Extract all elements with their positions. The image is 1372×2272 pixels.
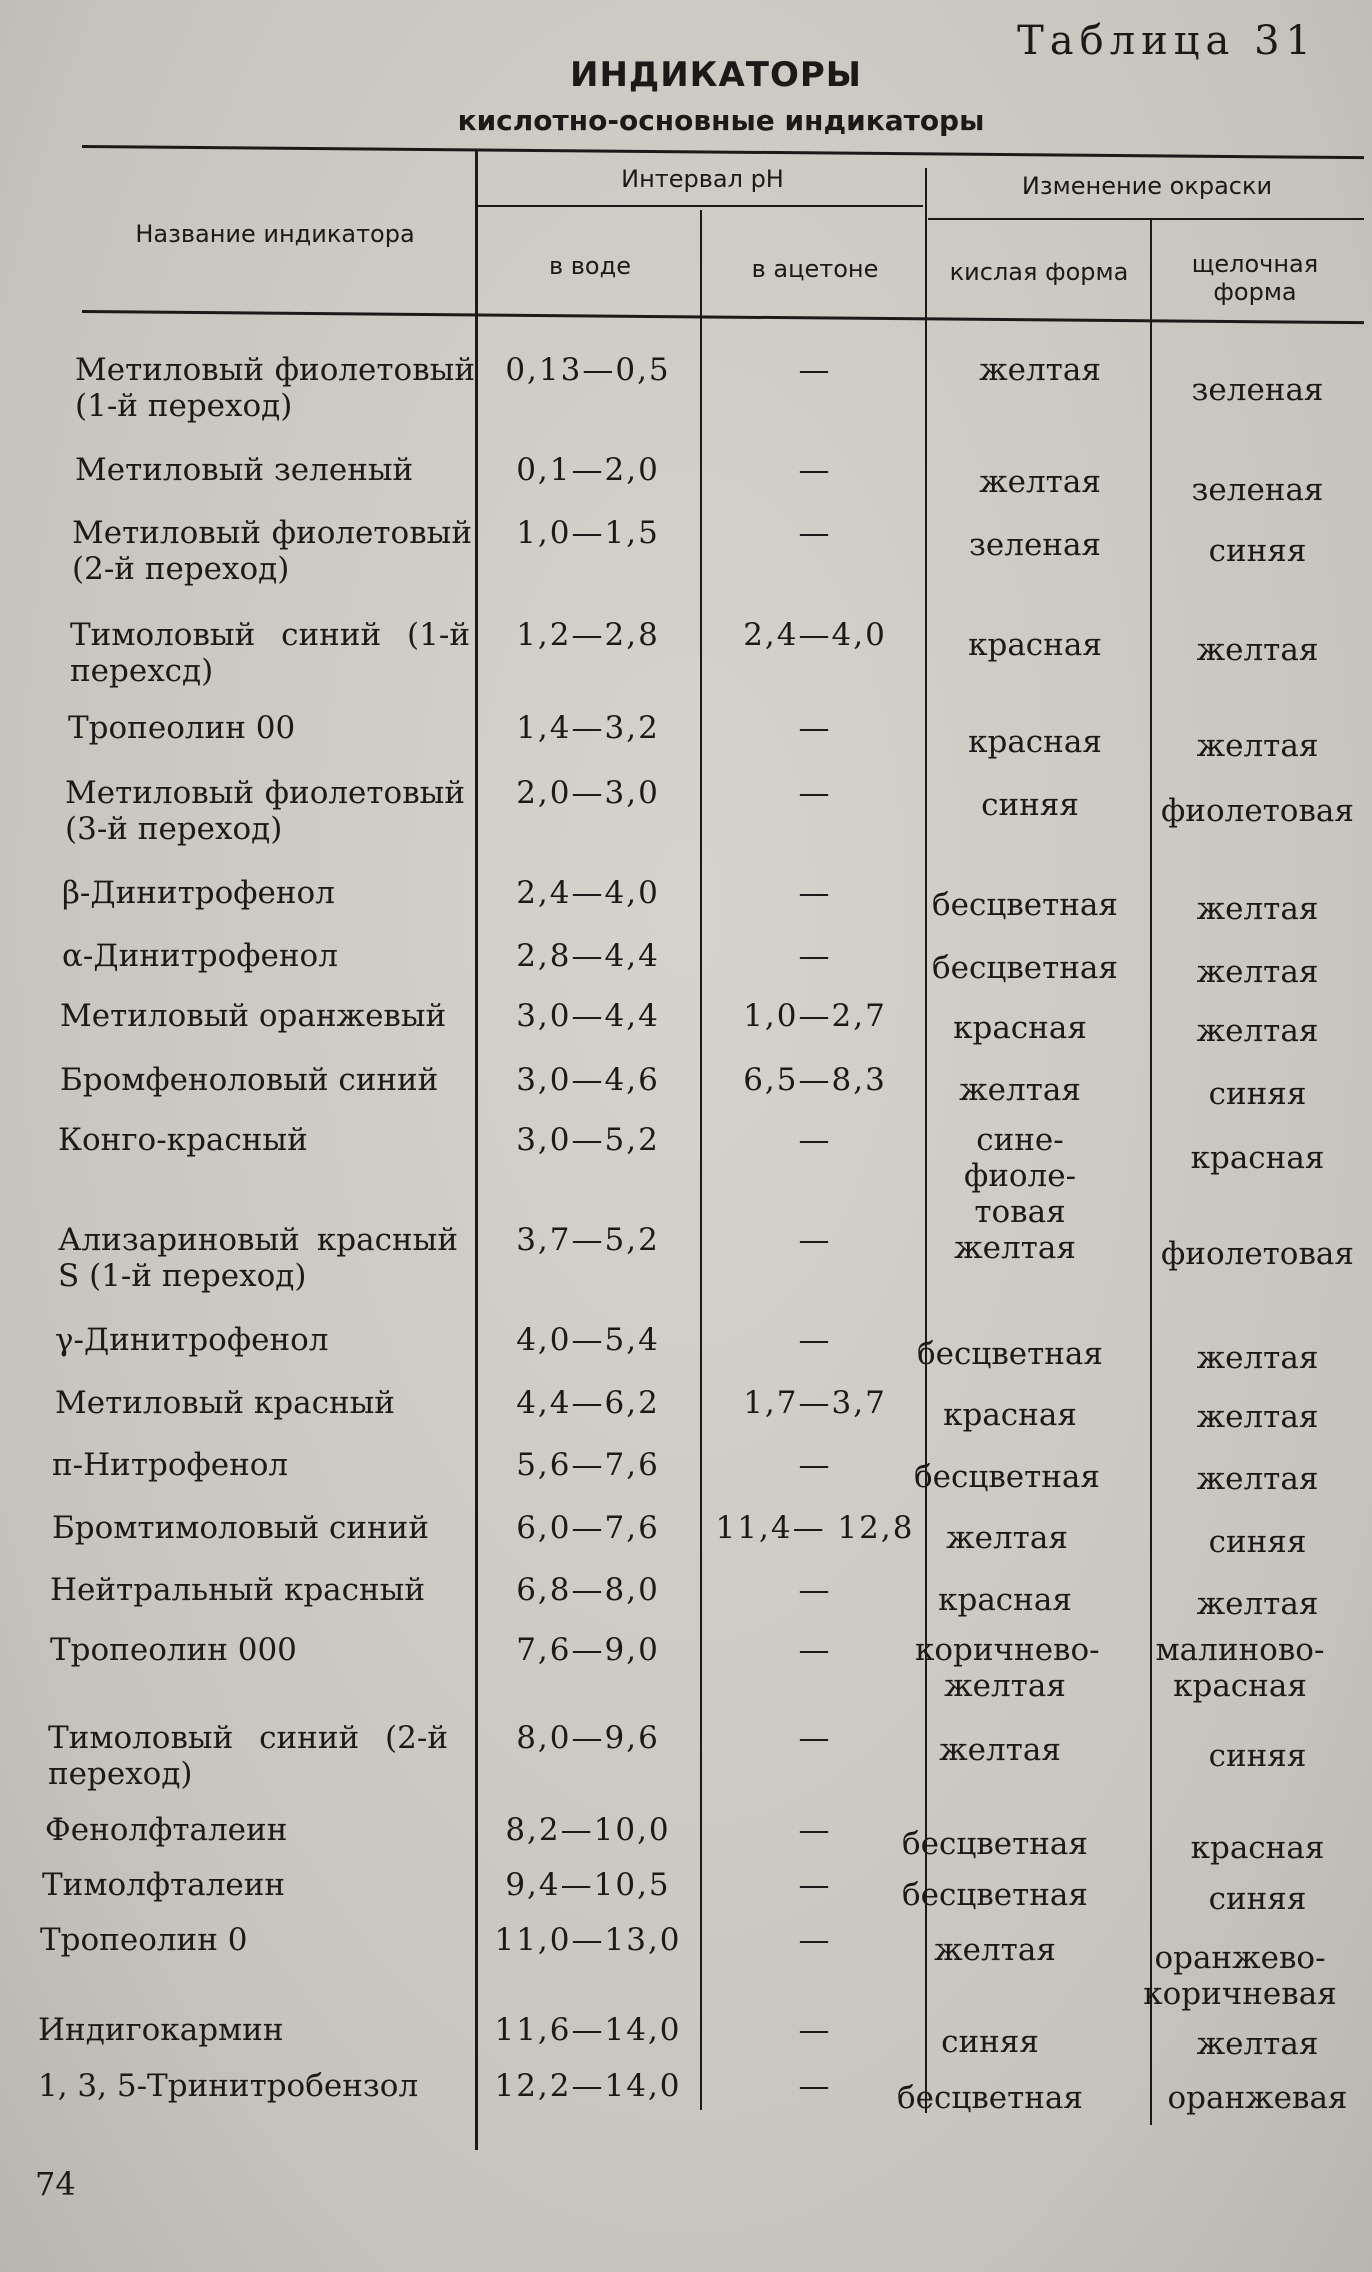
alkaline-color: синяя — [1208, 1738, 1307, 1774]
acid-color: синяя — [981, 787, 1079, 823]
indicator-name: Метиловый фиолетовый (2-й переход) — [72, 515, 472, 587]
header-in-water: в воде — [549, 252, 631, 280]
alkaline-color: оранжево-коричневая — [1143, 1940, 1337, 2012]
table-subtitle: кислотно-основные индикаторы — [457, 104, 985, 137]
header-bottom-rule — [82, 310, 1364, 324]
acid-color: красная — [953, 1010, 1087, 1046]
ph-water: 3,0—5,2 — [516, 1122, 660, 1158]
ph-acetone: 1,7—3,7 — [743, 1385, 887, 1421]
header-ph-interval: Интервал рН — [621, 165, 784, 193]
acid-color: красная — [968, 724, 1102, 760]
ph-acetone: — — [798, 452, 832, 488]
ph-water: 2,8—4,4 — [516, 938, 660, 974]
table-number: Таблица 31 — [1017, 18, 1317, 64]
ph-acetone: 11,4— 12,8 — [715, 1510, 915, 1546]
indicator-name: Ализариновый красный S (1-й переход) — [58, 1222, 458, 1294]
alkaline-color: красная — [1190, 1140, 1325, 1176]
ph-water: 5,6—7,6 — [516, 1447, 660, 1483]
acid-color: желтая — [979, 352, 1101, 388]
ph-acetone: — — [798, 1720, 832, 1756]
alkaline-color: желтая — [1196, 1340, 1319, 1376]
acid-color: бесцветная — [917, 1336, 1103, 1372]
indicator-name: Метиловый красный — [55, 1385, 395, 1421]
alkaline-color: желтая — [1196, 1586, 1319, 1622]
ph-acetone: — — [798, 1122, 832, 1158]
acid-color: желтая — [954, 1230, 1076, 1266]
ph-water: 6,8—8,0 — [516, 1572, 660, 1608]
header-color-change: Изменение окраски — [1021, 172, 1273, 200]
ph-water: 2,4—4,0 — [516, 875, 660, 911]
header-name: Название индикатора — [135, 220, 415, 248]
acid-color: синяя — [941, 2024, 1039, 2060]
acid-color: желтая — [946, 1520, 1068, 1556]
ph-acetone: — — [798, 1867, 832, 1903]
ph-water: 0,1—2,0 — [516, 452, 660, 488]
indicator-name: Нейтральный красный — [50, 1572, 425, 1608]
ph-acetone: — — [798, 775, 832, 811]
header-top-rule — [82, 145, 1364, 159]
indicator-name: Бромтимоловый синий — [52, 1510, 429, 1546]
indicator-name: Бромфеноловый синий — [60, 1062, 439, 1098]
indicator-name: Метиловый фиолетовый (1-й переход) — [75, 352, 475, 424]
header-acid-form: кислая форма — [949, 258, 1129, 286]
ph-acetone: — — [798, 2012, 832, 2048]
ph-water: 1,2—2,8 — [516, 617, 660, 653]
ph-acetone: — — [798, 1572, 832, 1608]
alkaline-color: оранжевая — [1167, 2080, 1348, 2116]
acid-color: желтая — [934, 1932, 1056, 1968]
ph-water: 11,0—13,0 — [494, 1922, 682, 1958]
acid-color: бесцветная — [932, 887, 1118, 923]
ph-water: 12,2—14,0 — [494, 2068, 682, 2104]
ph-acetone: — — [798, 875, 832, 911]
column-rule-2 — [700, 210, 702, 2110]
ph-water: 0,13—0,5 — [505, 352, 671, 388]
ph-acetone: — — [798, 1322, 832, 1358]
alkaline-color: желтая — [1196, 954, 1319, 990]
indicator-name: Тимоловый синий (1-й перехсд) — [70, 617, 470, 689]
alkaline-color: зеленая — [1191, 372, 1324, 408]
ph-acetone: — — [798, 2068, 832, 2104]
acid-color: коричнево-желтая — [915, 1632, 1100, 1704]
ph-acetone: — — [798, 1922, 832, 1958]
indicator-name: Конго-красный — [58, 1122, 308, 1158]
alkaline-color: синяя — [1208, 1076, 1307, 1112]
indicator-name: Метиловый фиолетовый (3-й переход) — [65, 775, 465, 847]
indicator-name: п-Нитрофенол — [52, 1447, 289, 1483]
alkaline-color: красная — [1190, 1830, 1325, 1866]
ph-acetone: — — [798, 1632, 832, 1668]
alkaline-color: желтая — [1196, 1399, 1319, 1435]
indicator-name: Фенолфталеин — [45, 1812, 288, 1848]
header-alkaline-form: щелочная форма — [1191, 250, 1319, 306]
acid-color: желтая — [979, 464, 1101, 500]
acid-color: бесцветная — [914, 1459, 1100, 1495]
acid-color: красная — [968, 627, 1102, 663]
ph-group-rule — [478, 205, 923, 207]
acid-color: желтая — [959, 1072, 1081, 1108]
acid-color: бесцветная — [932, 950, 1118, 986]
ph-acetone: — — [798, 352, 832, 388]
ph-water: 8,2—10,0 — [505, 1812, 671, 1848]
ph-acetone: 6,5—8,3 — [743, 1062, 887, 1098]
alkaline-color: зеленая — [1191, 472, 1324, 508]
alkaline-color: желтая — [1196, 2026, 1319, 2062]
ph-water: 3,0—4,4 — [516, 998, 660, 1034]
ph-water: 8,0—9,6 — [516, 1720, 660, 1756]
ph-water: 7,6—9,0 — [516, 1632, 660, 1668]
ph-acetone: — — [798, 1222, 832, 1258]
alkaline-color: малиново-красная — [1155, 1632, 1325, 1704]
alkaline-color: желтая — [1196, 1461, 1319, 1497]
ph-water: 4,4—6,2 — [516, 1385, 660, 1421]
ph-water: 3,7—5,2 — [516, 1222, 660, 1258]
indicator-name: Тимоловый синий (2-й переход) — [48, 1720, 448, 1792]
alkaline-color: желтая — [1196, 1013, 1319, 1049]
ph-acetone: — — [798, 710, 832, 746]
ph-acetone: — — [798, 515, 832, 551]
indicator-name: Метиловый зеленый — [75, 452, 414, 488]
acid-color: красная — [943, 1397, 1077, 1433]
acid-color: зеленая — [969, 527, 1101, 563]
color-group-rule — [928, 218, 1364, 220]
ph-water: 11,6—14,0 — [494, 2012, 682, 2048]
indicator-name: Индигокармин — [38, 2012, 284, 2048]
header-in-acetone: в ацетоне — [751, 255, 879, 283]
acid-color: желтая — [939, 1732, 1061, 1768]
alkaline-color: фиолетовая — [1161, 793, 1354, 829]
alkaline-color: желтая — [1196, 891, 1319, 927]
alkaline-color: фиолетовая — [1161, 1236, 1354, 1272]
ph-water: 4,0—5,4 — [516, 1322, 660, 1358]
ph-acetone: — — [798, 1447, 832, 1483]
ph-water: 2,0—3,0 — [516, 775, 660, 811]
indicator-name: Тропеолин 0 — [40, 1922, 248, 1958]
indicator-name: β-Динитрофенол — [62, 875, 335, 911]
indicator-name: Тимолфталеин — [42, 1867, 286, 1903]
ph-acetone: — — [798, 938, 832, 974]
alkaline-color: синяя — [1208, 533, 1307, 569]
ph-water: 1,0—1,5 — [516, 515, 660, 551]
alkaline-color: синяя — [1208, 1524, 1307, 1560]
alkaline-color: желтая — [1196, 728, 1319, 764]
indicator-name: α-Динитрофенол — [62, 938, 338, 974]
acid-color: бесцветная — [897, 2080, 1083, 2116]
alkaline-color: синяя — [1208, 1881, 1307, 1917]
acid-color: сине-фиоле-товая — [963, 1122, 1077, 1230]
page-number: 74 — [35, 2165, 76, 2203]
column-rule-3 — [925, 168, 927, 2113]
ph-acetone: — — [798, 1812, 832, 1848]
indicator-name: Метиловый оранжевый — [60, 998, 447, 1034]
acid-color: бесцветная — [902, 1826, 1088, 1862]
acid-color: бесцветная — [902, 1877, 1088, 1913]
ph-water: 3,0—4,6 — [516, 1062, 660, 1098]
table-title: ИНДИКАТОРЫ — [570, 55, 862, 95]
ph-water: 9,4—10,5 — [505, 1867, 671, 1903]
ph-acetone: 1,0—2,7 — [743, 998, 887, 1034]
indicator-name: 1, 3, 5-Тринитробензол — [38, 2068, 419, 2104]
ph-water: 6,0—7,6 — [516, 1510, 660, 1546]
alkaline-color: желтая — [1196, 632, 1319, 668]
indicator-name: γ-Динитрофенол — [55, 1322, 329, 1358]
acid-color: красная — [938, 1582, 1072, 1618]
indicator-name: Тропеолин 000 — [50, 1632, 297, 1668]
ph-water: 1,4—3,2 — [516, 710, 660, 746]
ph-acetone: 2,4—4,0 — [743, 617, 887, 653]
indicator-name: Тропеолин 00 — [68, 710, 296, 746]
